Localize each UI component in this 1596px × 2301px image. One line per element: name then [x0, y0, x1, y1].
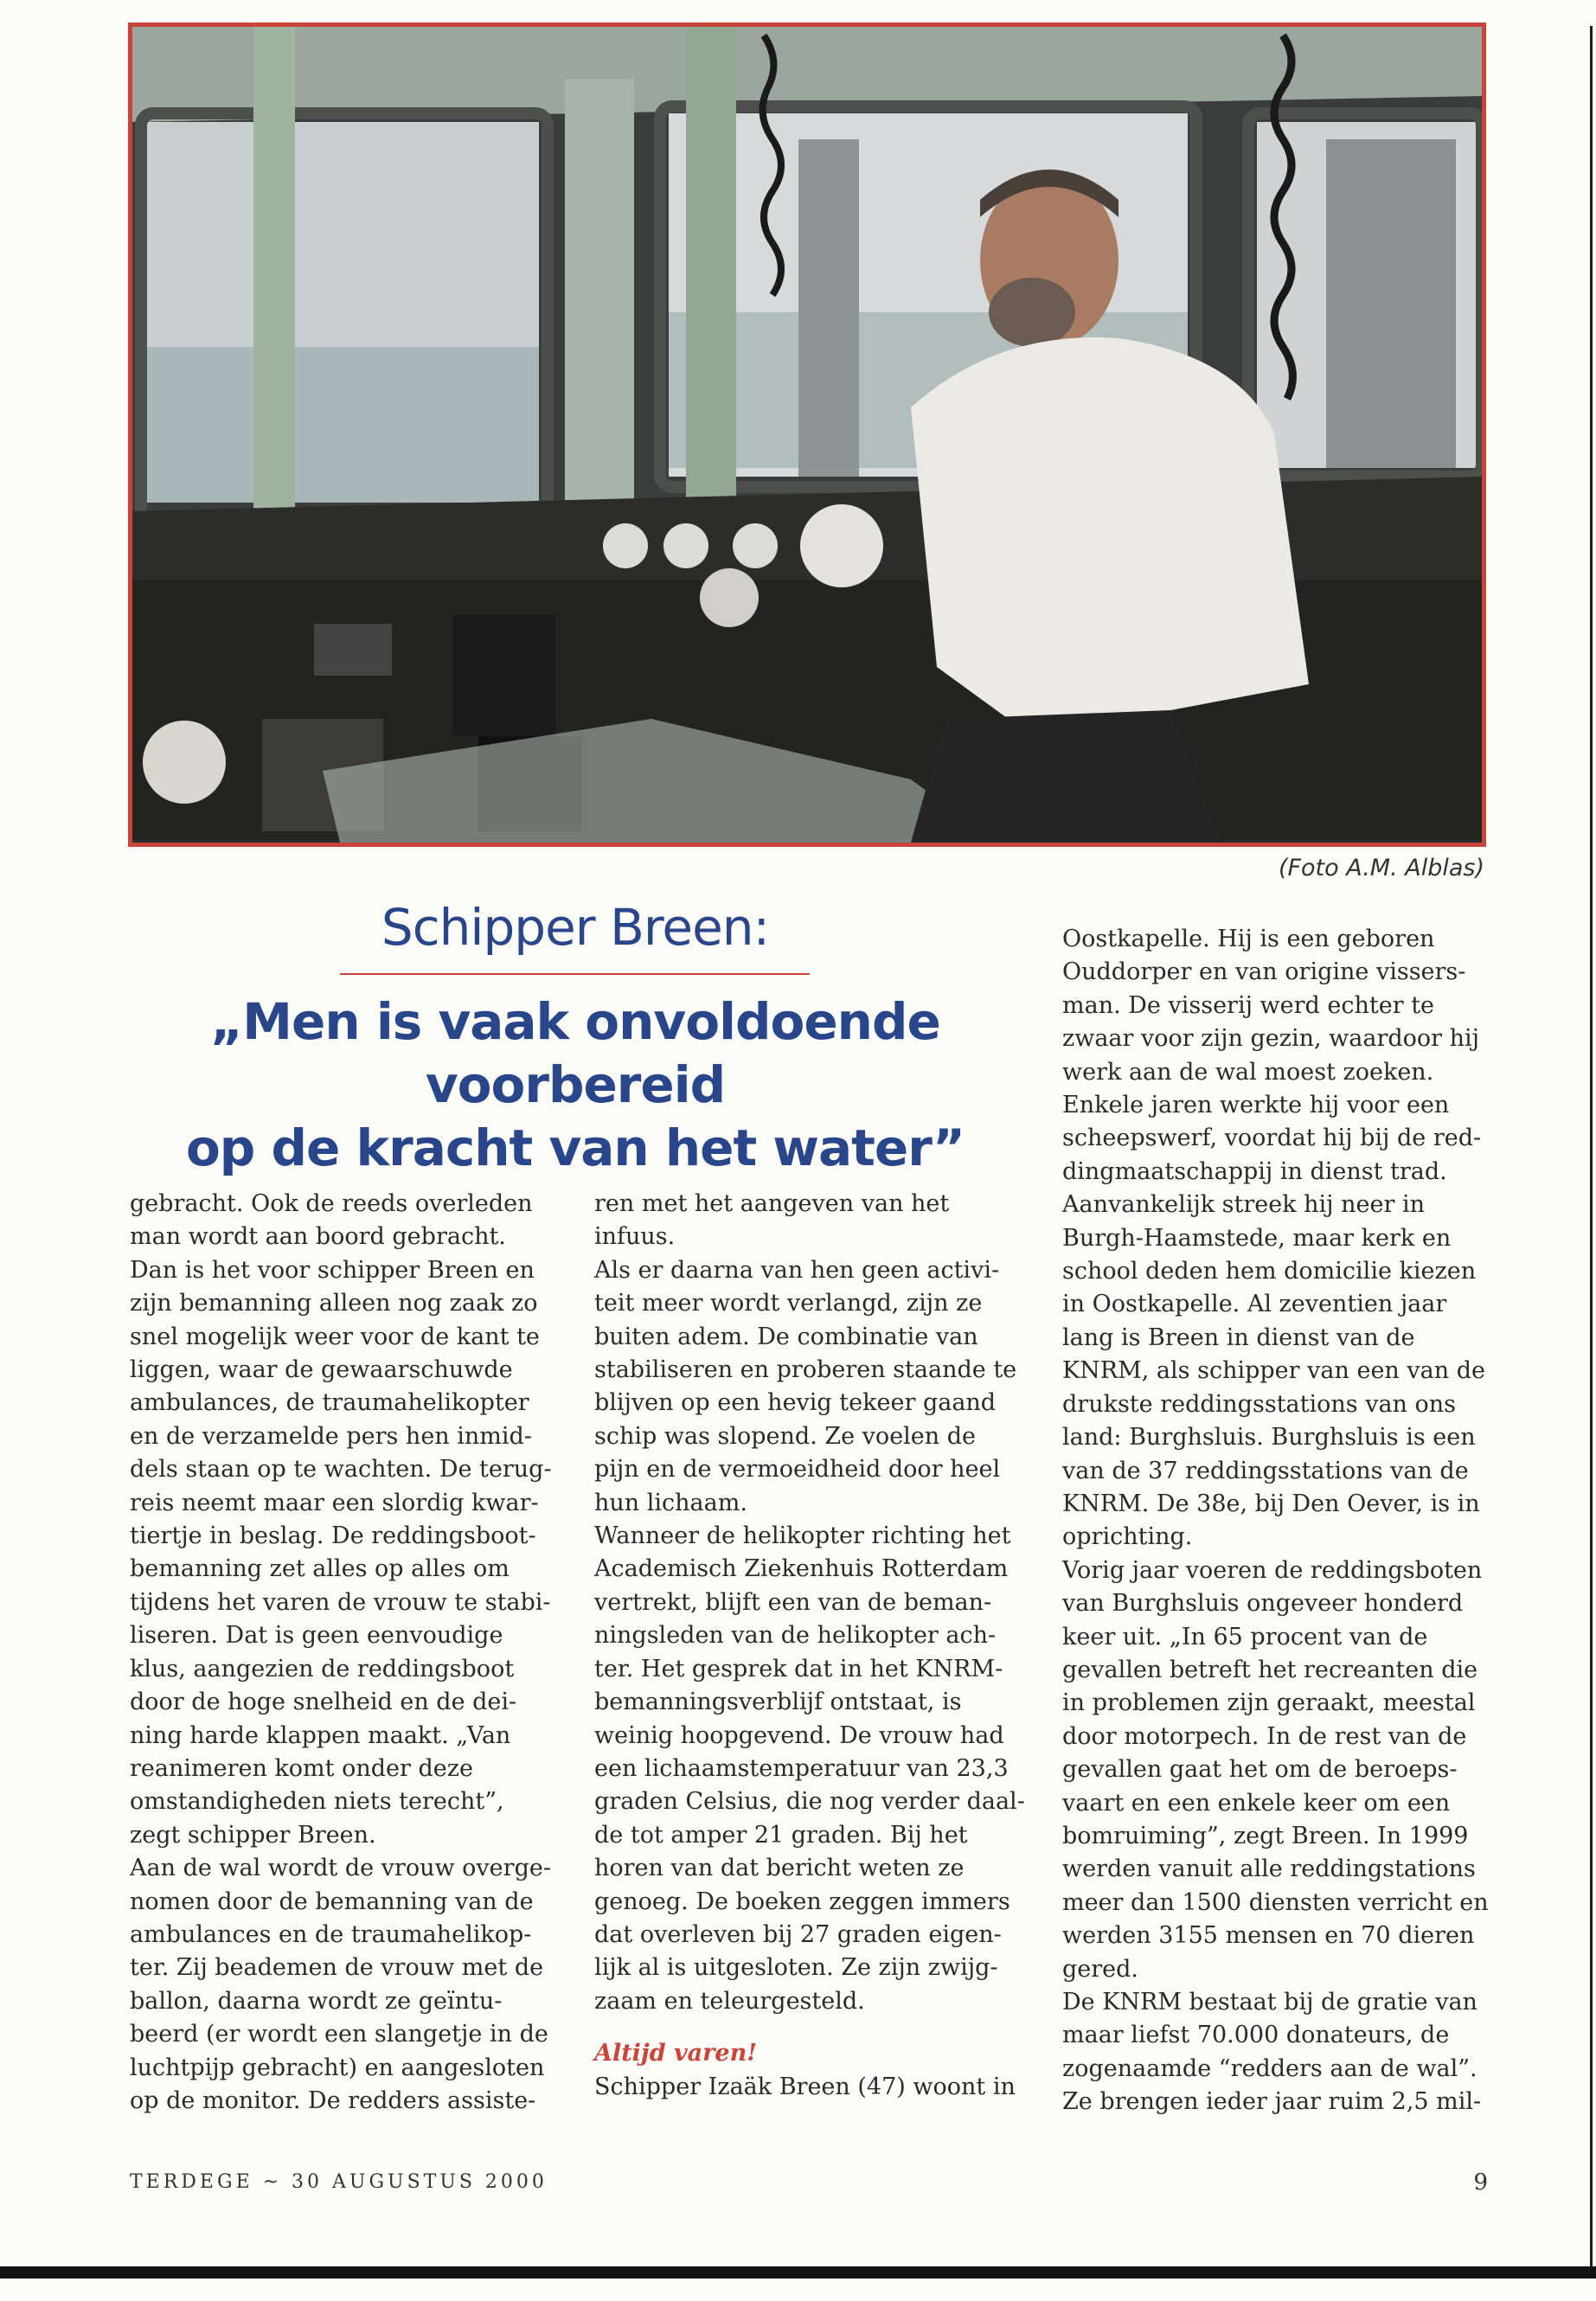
- text-line: tiertje in beslag. De reddingsboot-: [130, 1522, 536, 1550]
- text-line: ballon, daarna wordt ze geïntu-: [130, 1987, 503, 2015]
- text-line: gered.: [1062, 1955, 1139, 1983]
- text-line: klus, aangezien de reddingsboot: [130, 1655, 515, 1682]
- text-line: school deden hem domicilie kiezen: [1062, 1258, 1477, 1285]
- text-line: Burgh-Haamstede, maar kerk en: [1062, 1224, 1452, 1252]
- text-line: teit meer wordt verlangd, zijn ze: [594, 1290, 983, 1317]
- text-line: omstandigheden niets terecht”,: [130, 1788, 504, 1816]
- text-line: reis neemt maar een slordig kwar-: [130, 1489, 539, 1516]
- text-line: De KNRM bestaat bij de gratie van: [1062, 1989, 1477, 2016]
- text-line: dingmaatschappij in dienst trad.: [1062, 1157, 1447, 1185]
- text-line: vertrekt, blijft een van de beman-: [594, 1588, 992, 1616]
- text-line: dels staan op te wachten. De terug-: [130, 1456, 552, 1484]
- text-line: reanimeren komt onder deze: [130, 1754, 473, 1782]
- kicker-rule: [340, 973, 810, 975]
- article-column-1: [130, 1188, 567, 2118]
- text-line: nomen door de bemanning van de: [130, 1888, 534, 1915]
- headline: [130, 990, 1021, 1180]
- text-line: gevallen betreft het recreanten die: [1062, 1656, 1478, 1683]
- text-line: beerd (er wordt een slangetje in de: [130, 2021, 548, 2048]
- text-line: man. De visserij werd echter te: [1062, 991, 1435, 1019]
- text-line: zwaar voor zijn gezin, waardoor hij: [1062, 1025, 1480, 1053]
- wheelhouse-photo: [128, 22, 1486, 847]
- text-line: schip was slopend. Ze voelen de: [594, 1422, 977, 1450]
- text-line: Schipper Izaäk Breen (47) woont in: [594, 2073, 1016, 2100]
- text-line: ter. Zij beademen de vrouw met de: [130, 1954, 544, 1982]
- text-line: de tot amper 21 graden. Bij het: [594, 1821, 968, 1849]
- text-line: weinig hoopgevend. De vrouw had: [594, 1721, 1004, 1749]
- text-line: Als er daarna van hen geen activi-: [594, 1256, 1000, 1284]
- text-line: werden vanuit alle reddingstations: [1062, 1856, 1476, 1883]
- text-line: bomruiming”, zegt Breen. In 1999: [1062, 1822, 1469, 1849]
- text-line: scheepswerf, voordat hij bij de red-: [1062, 1125, 1482, 1152]
- text-line: lijk al is uitgesloten. Ze zijn zwijg-: [594, 1954, 998, 1982]
- text-line: liseren. Dat is geen eenvoudige: [130, 1622, 503, 1650]
- text-line: zijn bemanning alleen nog zaak zo: [130, 1290, 538, 1317]
- text-line: Aan de wal wordt de vrouw overge-: [130, 1855, 551, 1882]
- page-bottom-edge: [0, 2266, 1596, 2279]
- text-line: lang is Breen in dienst van de: [1062, 1324, 1415, 1351]
- text-line: Academisch Ziekenhuis Rotterdam: [594, 1555, 1009, 1583]
- text-line: Wanneer de helikopter richting het: [594, 1522, 1011, 1550]
- subheading-altijd-varen: Altijd varen!: [594, 2040, 758, 2067]
- text-line: KNRM. De 38e, bij Den Oever, is in: [1062, 1490, 1480, 1517]
- text-line: keer uit. „In 65 procent van de: [1062, 1623, 1428, 1650]
- headline-line-2: op de kracht van het water”: [185, 1118, 965, 1178]
- text-line: zegt schipper Breen.: [130, 1821, 376, 1849]
- text-line: genoeg. De boeken zeggen immers: [594, 1888, 1010, 1915]
- text-line: en de verzamelde pers hen inmid-: [130, 1422, 532, 1450]
- text-line: stabiliseren en proberen staande te: [594, 1356, 1017, 1384]
- article-column-3: [1062, 923, 1499, 2119]
- text-line: oprichting.: [1062, 1523, 1193, 1551]
- text-line: hun lichaam.: [594, 1489, 747, 1516]
- text-line: ter. Het gesprek dat in het KNRM-: [594, 1655, 1003, 1682]
- page-edge-right: [1590, 26, 1593, 2275]
- text-line: KNRM, als schipper van een van de: [1062, 1357, 1485, 1385]
- text-line: in problemen zijn geraakt, meestal: [1062, 1689, 1476, 1717]
- text-line: blijven op een hevig tekeer gaand: [594, 1389, 997, 1417]
- text-line: drukste reddingsstations van ons: [1062, 1390, 1457, 1418]
- text-line: horen van dat bericht weten ze: [594, 1855, 965, 1882]
- text-line: tijdens het varen de vrouw te stabi-: [130, 1588, 551, 1616]
- text-line: ambulances en de traumahelikop-: [130, 1920, 532, 1948]
- text-line: zaam en teleurgesteld.: [594, 1987, 865, 2015]
- text-line: zogenaamde “redders aan de wal”.: [1062, 2054, 1477, 2082]
- footer-publication: TERDEGE ~ 30 AUGUSTUS 2000: [130, 2171, 548, 2193]
- text-line: werk aan de wal moest zoeken.: [1062, 1058, 1434, 1086]
- text-line: ningsleden van de helikopter ach-: [594, 1622, 997, 1650]
- photo-credit: (Foto A.M. Alblas): [1278, 855, 1484, 881]
- text-line: een lichaamstemperatuur van 23,3: [594, 1754, 1009, 1782]
- text-line: ambulances, de traumahelikopter: [130, 1389, 529, 1417]
- text-line: graden Celsius, die nog verder daal-: [594, 1788, 1025, 1816]
- text-line: buiten adem. De combinatie van: [594, 1323, 978, 1350]
- page-number: 9: [1473, 2170, 1488, 2195]
- text-line: Vorig jaar voeren de reddingsboten: [1062, 1556, 1483, 1584]
- text-line: door de hoge snelheid en de dei-: [130, 1689, 517, 1716]
- text-line: infuus.: [594, 1223, 676, 1251]
- text-line: Ze brengen ieder jaar ruim 2,5 mil-: [1062, 2088, 1482, 2116]
- text-line: van Burghsluis ongeveer honderd: [1062, 1590, 1464, 1618]
- text-line: vaart en een enkele keer om een: [1062, 1789, 1451, 1817]
- text-line: Dan is het voor schipper Breen en: [130, 1256, 535, 1284]
- text-line: dat overleven bij 27 graden eigen-: [594, 1920, 1002, 1948]
- text-line: op de monitor. De redders assiste-: [130, 2086, 536, 2114]
- text-line: bemanning zet alles op alles om: [130, 1555, 510, 1583]
- text-line: liggen, waar de gewaarschuwde: [130, 1356, 513, 1384]
- article-column-2: [594, 1188, 1031, 2104]
- text-line: gevallen gaat het om de beroeps-: [1062, 1756, 1458, 1784]
- text-line: bemanningsverblijf ontstaat, is: [594, 1689, 962, 1716]
- text-line: pijn en de vermoeidheid door heel: [594, 1456, 1001, 1484]
- text-line: Ouddorper en van origine vissers-: [1062, 958, 1466, 986]
- kicker-title: Schipper Breen:: [381, 898, 770, 957]
- text-line: Aanvankelijk streek hij neer in: [1062, 1191, 1426, 1219]
- text-line: van de 37 reddingsstations van de: [1062, 1457, 1469, 1484]
- text-line: ren met het aangeven van het: [594, 1190, 950, 1217]
- text-line: maar liefst 70.000 donateurs, de: [1062, 2022, 1450, 2049]
- text-line: land: Burghsluis. Burghsluis is een: [1062, 1424, 1476, 1452]
- text-line: in Oostkapelle. Al zeventien jaar: [1062, 1291, 1447, 1318]
- text-line: snel mogelijk weer voor de kant te: [130, 1323, 540, 1350]
- text-line: Enkele jaren werkte hij voor een: [1062, 1092, 1450, 1119]
- headline-line-1: „Men is vaak onvoldoende voorbereid: [210, 992, 940, 1115]
- text-line: Oostkapelle. Hij is een geboren: [1062, 926, 1435, 952]
- text-line: luchtpijp gebracht) en aangesloten: [130, 2054, 545, 2081]
- text-line: man wordt aan boord gebracht.: [130, 1223, 506, 1251]
- text-line: door motorpech. In de rest van de: [1062, 1722, 1467, 1750]
- text-line: gebracht. Ook de reeds overleden: [130, 1190, 533, 1217]
- text-line: werden 3155 mensen en 70 dieren: [1062, 1922, 1475, 1950]
- text-line: meer dan 1500 diensten verricht en: [1062, 1888, 1489, 1916]
- text-line: ning harde klappen maakt. „Van: [130, 1721, 511, 1749]
